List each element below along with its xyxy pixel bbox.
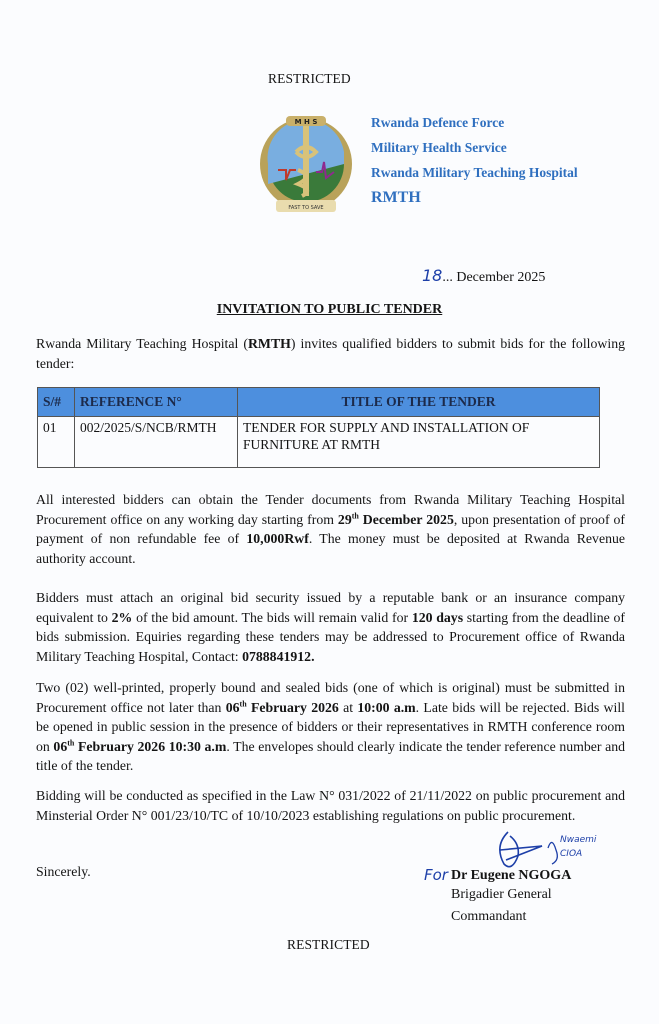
organization-block — [371, 110, 578, 210]
page-title: INVITATION TO PUBLIC TENDER — [216, 302, 443, 317]
col-reference: REFERENCE N° — [75, 388, 238, 417]
col-title: TITLE OF THE TENDER — [238, 388, 600, 417]
mhs-emblem-icon — [256, 112, 356, 216]
intro-paragraph: Rwanda Military Teaching Hospital (RMTH) invites qualified bidders to submit bids for the following tender: — [36, 336, 625, 371]
table-header-row — [38, 388, 600, 417]
svg-text:Nwaemi: Nwaemi — [560, 835, 597, 845]
org-line-rmth: Rwanda Military Teaching Hospital — [371, 165, 578, 180]
for-annotation: For — [424, 866, 448, 884]
classification-top: RESTRICTED — [268, 71, 351, 86]
org-abbr: RMTH — [371, 189, 421, 206]
org-line-mhs: Military Health Service — [371, 140, 507, 155]
cell-sn: 01 — [38, 417, 75, 468]
table-row — [38, 417, 600, 468]
signature-block — [451, 868, 571, 928]
signatory-name: Dr Eugene NGOGA — [451, 868, 572, 883]
tender-table — [37, 387, 600, 468]
cell-title: TENDER FOR SUPPLY AND INSTALLATION OF FURNITURE AT RMTH — [238, 417, 600, 468]
letter-date: 18... December 2025 — [422, 266, 546, 285]
org-line-rdf: Rwanda Defence Force — [371, 115, 505, 130]
svg-text:CIOA: CIOA — [560, 849, 583, 859]
bid-security-paragraph: Bidders must attach an original bid security issued by a reputable bank or an insurance company equivalent to 2% of the bid amount. The bids will remain valid for 120 days starting from the deadline of bids submission. Equiries regarding these tenders may be addressed to Procurement office of Rwanda Military Teaching Hospital, Contact: 0788841912. — [36, 590, 625, 664]
signatory-position: Commandant — [451, 909, 527, 924]
svg-text:FAST TO SAVE: FAST TO SAVE — [288, 205, 324, 211]
closing-text: Sincerely. — [36, 864, 91, 879]
submission-paragraph: Two (02) well-printed, properly bound and sealed bids (one of which is original) must be submitted in Procurement office not later than 06th February 2026 at 10:00 a.m. Late bids will be rejected. Bids will be opened in public session in the presence of bidders or their representatives in RMTH conference room on 06th February 2026 10:30 a.m. The envelopes should clearly indicate the tender reference number and title of the tender. — [36, 680, 626, 773]
documents-paragraph: All interested bidders can obtain the Tender documents from Rwanda Military Teaching Hospital Procurement office on any working day starting from 29th December 2025, upon presentation of proof of payment of non refundable fee of 10,000Rwf. The money must be deposited at Rwanda Revenue authority account. — [36, 492, 626, 566]
svg-text:M H S: M H S — [294, 118, 318, 126]
month-year: December 2025 — [456, 270, 546, 285]
handwritten-signature — [490, 826, 620, 874]
col-sn: S/# — [38, 388, 75, 417]
legal-paragraph: Bidding will be conducted as specified in the Law N° 031/2022 of 21/11/2022 on public procurement and Minsterial Order N° 001/23/10/TC of 10/10/2023 establishing regulations on public procurement. — [36, 788, 625, 823]
signatory-rank: Brigadier General — [451, 887, 552, 902]
handwritten-day: 18 — [422, 266, 443, 285]
cell-reference: 002/2025/S/NCB/RMTH — [75, 417, 238, 468]
classification-bottom: RESTRICTED — [287, 937, 370, 952]
